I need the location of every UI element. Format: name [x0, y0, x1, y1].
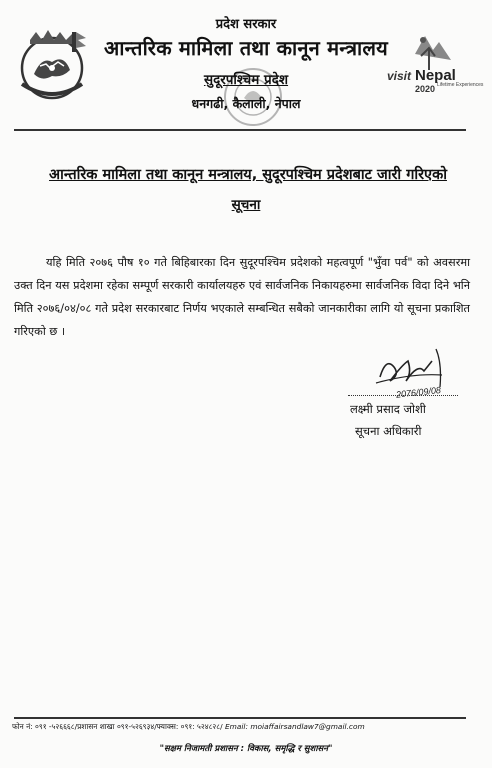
- province-name: सुदूरपश्चिम प्रदेश: [203, 72, 289, 88]
- notice-heading: सूचना: [231, 197, 261, 213]
- year-word: 2020: [415, 84, 436, 94]
- notice-title: आन्तरिक मामिला तथा कानून मन्त्रालय, सुदूरपश्चिम प्रदेशबाट जारी गरिएको: [49, 167, 447, 183]
- signer-name: लक्ष्मी प्रसाद जोशी: [350, 402, 426, 416]
- signer-title: सूचना अधिकारी: [355, 424, 422, 438]
- footer-contact: [12, 722, 482, 732]
- ministry-name: आन्तरिक मामिला तथा कानून मन्त्रालय: [104, 36, 388, 60]
- contact-numbers: फोन नं: ०९१ -५२६६६८/प्रशासन शाखा ०९१-५२६९३४/फ्याक्स: ०९१: ५२४८२८/: [12, 722, 223, 731]
- notice-body: [14, 251, 470, 343]
- contact-email: Email: moiaffairsandlaw7@gmail.com: [224, 722, 365, 731]
- footer-motto: "सक्षम निजामती प्रशासन : विकास, समृद्धि र सुशासन": [159, 744, 333, 754]
- visit-word: visit: [387, 69, 412, 83]
- signature-date: 2076/09/08: [395, 385, 442, 400]
- signature-dotted-line: [348, 395, 458, 396]
- header-divider: [14, 129, 466, 131]
- footer-divider: [14, 717, 466, 719]
- nepal-word: Nepal: [415, 67, 456, 84]
- office-address: धनगढी, कैलाली, नेपाल: [191, 96, 301, 111]
- government-name: प्रदेश सरकार: [215, 17, 277, 32]
- notice-body-text: यहि मिति २०७६ पौष १० गते बिहिबारका दिन सुदूरपश्चिम प्रदेशको महत्वपूर्ण "भुँवा पर्व" को अवसरमा उक्त दिन यस प्रदेशमा रहेका सम्पूर्ण सरकारी कार्यालयहरु एवं सार्वजनिक निकायहरुमा सार्वजनिक विदा दिने भनि मिति २०७६/०४/०८ गते प्रदेश सरकारबाट निर्णय भएकाले सम्बन्धित सबैको जानकारीका लागि यो सूचना प्रकाशित गरिएको छ ।: [14, 256, 470, 338]
- tagline-word: Lifetime Experiences: [437, 82, 484, 88]
